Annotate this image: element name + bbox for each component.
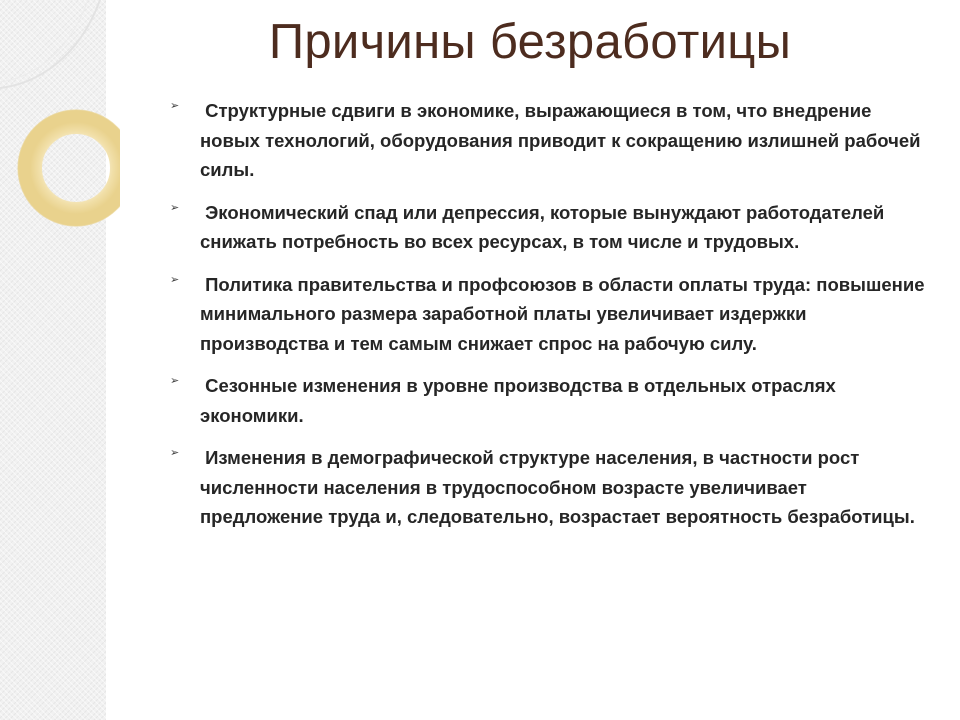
arrow-bullet-icon: ➢ [170, 100, 180, 112]
arrow-bullet-icon: ➢ [170, 273, 180, 286]
bullet-item [168, 443, 928, 532]
bullet-text: Сезонные изменения в уровне производства в отдельных отраслях экономики. [200, 375, 836, 426]
arrow-bullet-icon: ➢ [170, 201, 180, 214]
arrow-bullet-icon: ➢ [170, 447, 180, 459]
gold-ring-icon [18, 110, 120, 226]
bullet-text: Политика правительства и профсоюзов в области оплаты труда: повышение минимального размера заработной платы увеличивает издержки производства и тем самым снижает спрос на рабочую силу. [200, 273, 925, 354]
bullet-text: Структурные сдвиги в экономике, выражающиеся в том, что внедрение новых технологий, оборудования приводит к сокращению излишней рабочей силы. [200, 100, 921, 180]
bullet-item [168, 198, 928, 257]
bullet-item [168, 96, 928, 185]
decoration-graphics [0, 0, 120, 240]
bullet-text: Экономический спад или депрессия, которые вынуждают работодателей снижать потребность во всех ресурсах, в том числе и трудовых. [200, 201, 885, 252]
slide-title: Причины безработицы [268, 15, 792, 69]
arrow-bullet-icon: ➢ [170, 375, 180, 387]
bullet-item [168, 371, 928, 430]
bullet-list [168, 96, 928, 532]
thin-arc-icon [0, 0, 100, 88]
bullet-item [168, 270, 928, 359]
bullet-text: Изменения в демографической структуре населения, в частности рост численности населения в трудоспособном возрасте увеличивает предложение труда и, следовательно, возрастает вероятность безработицы. [200, 447, 915, 527]
